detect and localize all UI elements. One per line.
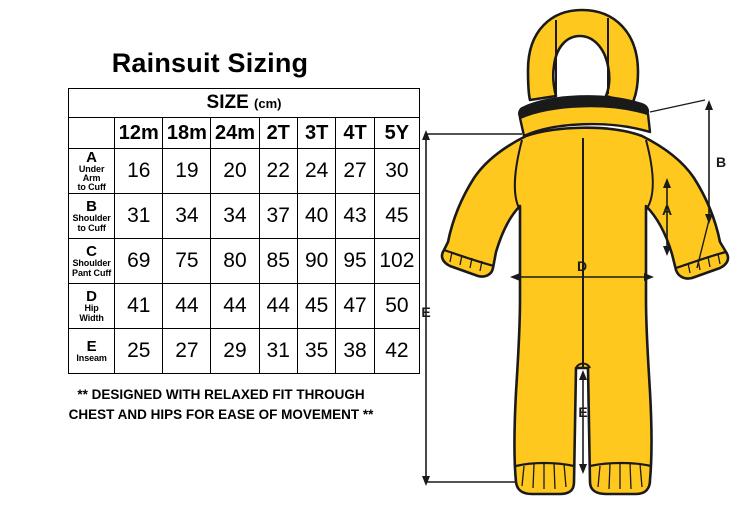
label-d: D: [576, 258, 588, 274]
arrow-c-top: [422, 130, 430, 140]
row-desc-line2: Pant Cuff: [72, 267, 112, 278]
arrow-c-bottom: [422, 476, 430, 486]
cell-b-4t: 43: [336, 194, 374, 239]
column-header-5y: 5Y: [374, 118, 419, 149]
row-desc-line1: Shoulder: [72, 258, 111, 269]
row-letter: A: [86, 148, 98, 166]
label-e: E: [578, 404, 588, 420]
page-title: Rainsuit Sizing: [111, 48, 309, 78]
row-label-e: [69, 329, 115, 374]
table-row: [69, 239, 420, 284]
corner-cell: [69, 118, 115, 149]
column-header-3t: 3T: [297, 118, 335, 149]
size-header-cell: [69, 89, 420, 118]
arrow-e-bottom: [579, 464, 587, 474]
leader-b-top: [650, 100, 705, 112]
column-header-4t: 4T: [336, 118, 374, 149]
size-header-label: SIZE: [206, 92, 249, 113]
footnote-line-2: CHEST AND HIPS FOR EASE OF MOVEMENT **: [68, 406, 374, 422]
cell-a-12m: 16: [115, 149, 163, 194]
cell-d-5y: 50: [374, 284, 419, 329]
row-letter: B: [86, 198, 98, 216]
row-desc-line2: to Cuff: [77, 222, 106, 233]
table-row: [69, 194, 420, 239]
cell-e-3t: 35: [297, 329, 335, 374]
cell-d-4t: 47: [336, 284, 374, 329]
cell-a-3t: 24: [297, 149, 335, 194]
cell-d-3t: 45: [297, 284, 335, 329]
cell-c-12m: 69: [115, 239, 163, 284]
column-header-12m: 12m: [115, 118, 163, 149]
row-label-a: [69, 149, 115, 194]
cell-d-24m: 44: [211, 284, 259, 329]
row-letter: C: [86, 243, 98, 261]
cell-e-12m: 25: [115, 329, 163, 374]
table-header-row: [69, 89, 420, 118]
table-age-row: [69, 118, 420, 149]
table-row: [69, 149, 420, 194]
cell-c-5y: 102: [374, 239, 419, 284]
size-header-unit: (cm): [254, 96, 282, 111]
cell-d-18m: 44: [163, 284, 211, 329]
cell-e-4t: 38: [336, 329, 374, 374]
label-b: B: [715, 154, 727, 170]
label-a: A: [661, 202, 673, 218]
cell-a-24m: 20: [211, 149, 259, 194]
table-row: [69, 284, 420, 329]
cell-b-18m: 34: [163, 194, 211, 239]
footnote-line-1: ** DESIGNED WITH RELAXED FIT THROUGH: [77, 387, 365, 402]
rainsuit-illustration: [410, 0, 750, 516]
row-letter: E: [86, 337, 97, 355]
cell-c-18m: 75: [163, 239, 211, 284]
arrow-b-top: [705, 100, 713, 110]
cell-d-12m: 41: [115, 284, 163, 329]
column-header-2t: 2T: [259, 118, 297, 149]
size-table: [68, 88, 420, 374]
row-desc-line2: to Cuff: [77, 182, 106, 193]
label-c: E: [421, 304, 431, 320]
hood-shape: [528, 10, 638, 104]
row-label-c: [69, 239, 115, 284]
cell-a-5y: 30: [374, 149, 419, 194]
footnote: [22, 385, 420, 424]
arrow-d-right: [644, 273, 654, 281]
cell-a-2t: 22: [259, 149, 297, 194]
arrow-e-top: [579, 370, 587, 380]
row-desc-line2: Width: [79, 312, 104, 323]
row-desc-line1: Inseam: [76, 353, 107, 364]
cell-c-4t: 95: [336, 239, 374, 284]
row-label-d: [69, 284, 115, 329]
row-desc-line1: Under Arm: [78, 163, 105, 184]
cell-b-5y: 45: [374, 194, 419, 239]
column-header-18m: 18m: [163, 118, 211, 149]
cell-c-2t: 85: [259, 239, 297, 284]
cell-c-3t: 90: [297, 239, 335, 284]
table-row: [69, 329, 420, 374]
row-desc-line1: Shoulder: [72, 213, 111, 224]
cell-e-2t: 31: [259, 329, 297, 374]
rainsuit-drawing: [442, 10, 728, 494]
cell-b-3t: 40: [297, 194, 335, 239]
cell-e-24m: 29: [211, 329, 259, 374]
row-label-b: [69, 194, 115, 239]
column-header-24m: 24m: [211, 118, 259, 149]
row-desc-line1: Hip: [84, 303, 99, 314]
cell-b-2t: 37: [259, 194, 297, 239]
cell-b-24m: 34: [211, 194, 259, 239]
cell-e-18m: 27: [163, 329, 211, 374]
row-letter: D: [86, 288, 98, 306]
cell-c-24m: 80: [211, 239, 259, 284]
cell-e-5y: 42: [374, 329, 419, 374]
cell-a-18m: 19: [163, 149, 211, 194]
cell-d-2t: 44: [259, 284, 297, 329]
suit-body: [442, 128, 728, 494]
cell-b-12m: 31: [115, 194, 163, 239]
cell-a-4t: 27: [336, 149, 374, 194]
arrow-d-left: [510, 273, 520, 281]
